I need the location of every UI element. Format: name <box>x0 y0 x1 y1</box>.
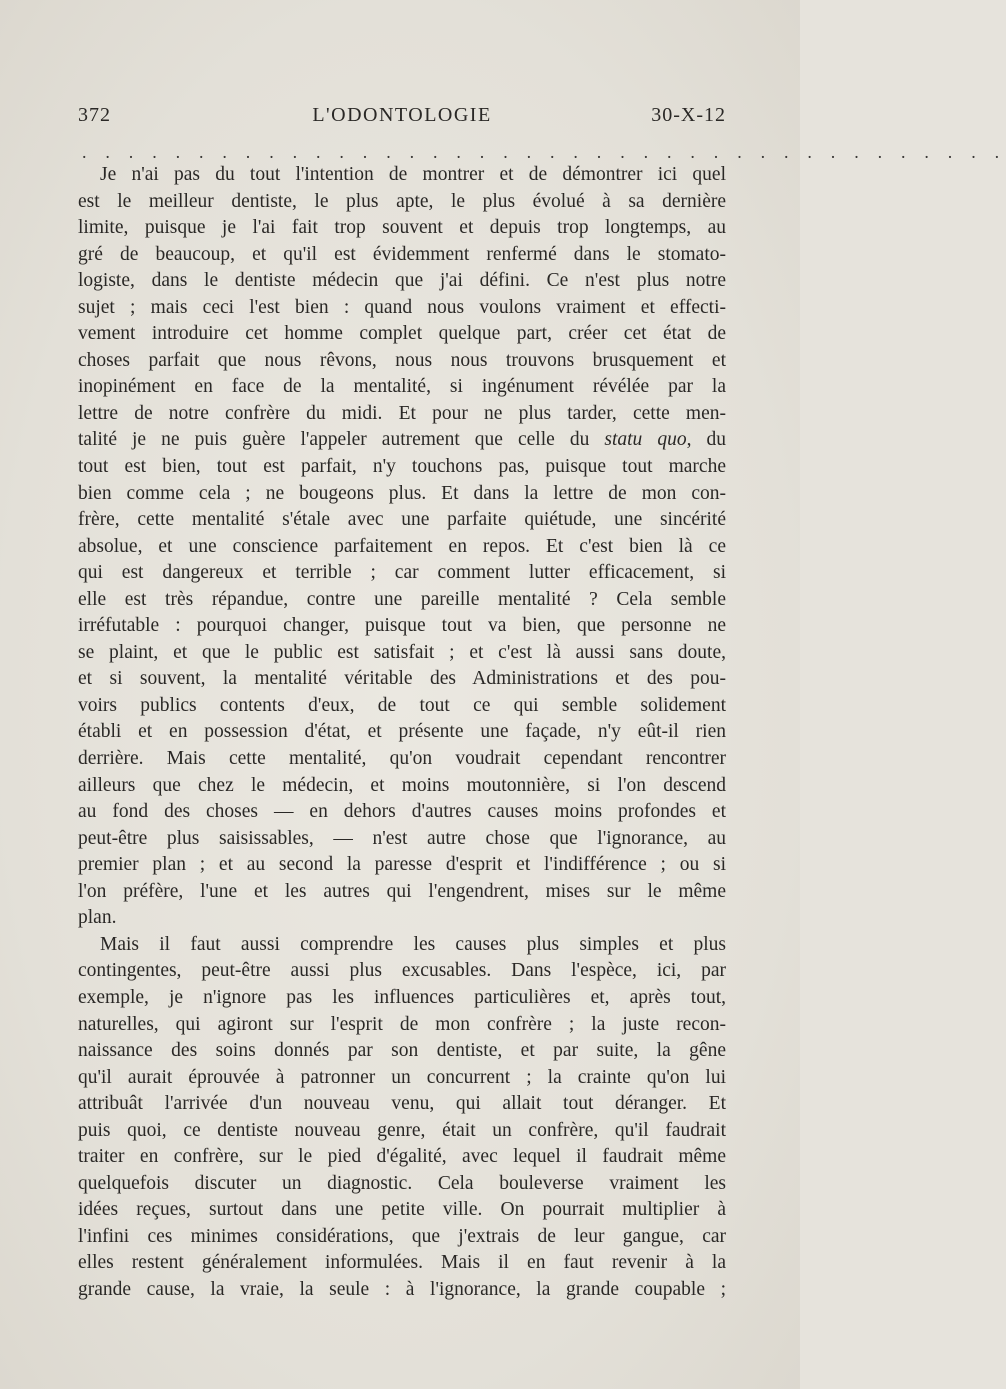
text-line: qu'il aurait éprouvée à patronner un concurrent ; la crainte qu'on lui <box>78 1066 726 1088</box>
text-line: lettre de notre confrère du midi. Et pour ne plus tarder, cette men- <box>78 402 726 424</box>
text-line: ailleurs que chez le médecin, et moins moutonnière, si l'on descend <box>78 774 726 796</box>
italic-phrase: statu quo <box>604 429 687 451</box>
text-line: idées reçues, surtout dans une petite ville. On pourrait multiplier à <box>78 1199 726 1221</box>
text-line: attribuât l'arrivée d'un nouveau venu, qui allait tout déranger. Et <box>78 1093 726 1115</box>
omission-dots: . . . . . . . . . . . . . . . . . . . . . . . . . . . . . . . . . . . . . . . . <box>82 142 1006 162</box>
text-line: Je n'ai pas du tout l'intention de montrer et de démontrer ici quel <box>100 164 726 185</box>
text-line: naturelles, qui agiront sur l'esprit de mon confrère ; la juste recon- <box>78 1013 726 1035</box>
text-line: derrière. Mais cette mentalité, qu'on voudrait cependant rencontrer <box>78 748 726 770</box>
text-line: voirs publics contents d'eux, de tout ce qui semble solidement <box>78 694 726 716</box>
text-line: traiter en confrère, sur le pied d'égalité, avec lequel il faudrait même <box>78 1146 726 1168</box>
text-line: quelquefois discuter un diagnostic. Cela bouleverse vraiment les <box>78 1172 726 1194</box>
text-line: logiste, dans le dentiste médecin que j'ai défini. Ce n'est plus notre <box>78 270 726 292</box>
text-line: irréfutable : pourquoi changer, puisque tout va bien, que personne ne <box>78 615 726 637</box>
text-line: vement introduire cet homme complet quelque part, créer cet état de <box>78 323 726 345</box>
text-line: peut-être plus saisissables, — n'est autre chose que l'ignorance, au <box>78 827 726 849</box>
text-line: plan. <box>78 907 117 929</box>
text-line: elle est très répandue, contre une pareille mentalité ? Cela semble <box>78 588 726 610</box>
text-line: limite, puisque je l'ai fait trop souvent et depuis trop longtemps, au <box>78 217 726 239</box>
text-line: sujet ; mais ceci l'est bien : quand nous voulons vraiment et effecti- <box>78 296 726 318</box>
text-line: se plaint, et que le public est satisfait ; et c'est là aussi sans doute, <box>78 641 726 663</box>
text-line: grande cause, la vraie, la seule : à l'ignorance, la grande coupable ; <box>78 1278 726 1300</box>
journal-title: L'ODONTOLOGIE <box>312 104 492 126</box>
text-line: l'infini ces minimes considérations, que j'extrais de leur gangue, car <box>78 1225 726 1247</box>
text-line: et si souvent, la mentalité véritable des Administrations et des pou- <box>78 668 726 690</box>
text-line-start: talité je ne puis guère l'appeler autrement que celle du <box>78 429 590 451</box>
text-line: établi et en possession d'état, et présente une façade, n'y eût-il rien <box>78 721 726 743</box>
issue-date: 30-X-12 <box>651 104 726 126</box>
text-line: naissance des soins donnés par son dentiste, et par suite, la gêne <box>78 1040 726 1062</box>
text-line: elles restent généralement informulées. Mais il en faut revenir à la <box>78 1252 726 1274</box>
text-line: qui est dangereux et terrible ; car comment lutter efficacement, si <box>78 562 726 584</box>
text-line: exemple, je n'ignore pas les influences particulières et, après tout, <box>78 986 726 1008</box>
article-body <box>78 162 726 1304</box>
text-line: Mais il faut aussi comprendre les causes plus simples et plus <box>100 933 726 955</box>
text-line: absolue, et une conscience parfaitement en repos. Et c'est bien là ce <box>78 535 726 557</box>
text-line: choses parfait que nous rêvons, nous nous trouvons brusquement et <box>78 349 726 371</box>
text-line: tout est bien, tout est parfait, n'y touchons pas, puisque tout marche <box>78 456 726 478</box>
text-line-with-italic <box>78 427 726 454</box>
text-line: gré de beaucoup, et qu'il est évidemment renfermé dans le stomato- <box>78 243 726 265</box>
text-line: bien comme cela ; ne bougeons plus. Et dans la lettre de mon con- <box>78 482 726 504</box>
text-line: premier plan ; et au second la paresse d'esprit et l'indifférence ; ou si <box>78 854 726 876</box>
text-line-end: , du <box>686 429 727 451</box>
text-line: frère, cette mentalité s'étale avec une parfaite quiétude, une sincérité <box>78 509 726 531</box>
text-line: contingentes, peut-être aussi plus excusables. Dans l'espèce, ici, par <box>78 960 726 982</box>
text-line: est le meilleur dentiste, le plus apte, le plus évolué à sa dernière <box>78 190 726 212</box>
text-line: puis quoi, ce dentiste nouveau genre, était un confrère, qu'il faudrait <box>78 1119 726 1141</box>
running-header <box>78 104 726 134</box>
page-number: 372 <box>78 104 111 126</box>
text-line: l'on préfère, l'une et les autres qui l'engendrent, mises sur le même <box>78 880 726 902</box>
text-line: au fond des choses — en dehors d'autres causes moins profondes et <box>78 801 726 823</box>
text-line: inopinément en face de la mentalité, si ingénument révélée par la <box>78 376 726 398</box>
